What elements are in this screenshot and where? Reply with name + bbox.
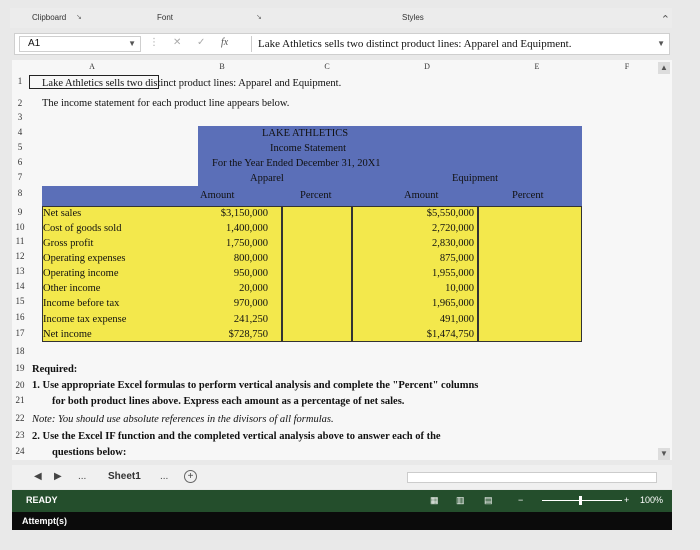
column-header-b[interactable]: B xyxy=(219,62,225,71)
intro-line-2[interactable]: The income statement for each product line appears below. xyxy=(42,98,290,109)
collapse-ribbon-icon[interactable]: ⌃ xyxy=(660,14,670,26)
row-number[interactable]: 8 xyxy=(17,188,23,198)
page-layout-icon[interactable]: ▥ xyxy=(456,495,465,505)
line-label[interactable]: Other income xyxy=(43,283,101,294)
row-number[interactable]: 11 xyxy=(15,236,25,246)
row-number[interactable]: 4 xyxy=(17,127,23,137)
line-label[interactable]: Net sales xyxy=(43,208,82,219)
status-bar xyxy=(12,490,672,512)
equipment-percent-heading[interactable]: Percent xyxy=(512,190,544,201)
equipment-amount[interactable]: 1,955,000 xyxy=(432,268,474,279)
requirement-2-line-2[interactable]: questions below: xyxy=(52,447,127,458)
chevron-down-icon[interactable]: ▼ xyxy=(128,39,136,48)
apparel-amount[interactable]: 800,000 xyxy=(233,253,268,264)
row-number[interactable]: 7 xyxy=(17,172,23,182)
worksheet-grid[interactable] xyxy=(12,60,672,460)
row-number[interactable]: 22 xyxy=(15,413,25,423)
apparel-amount[interactable]: $3,150,000 xyxy=(220,208,268,219)
scroll-down-icon[interactable]: ▼ xyxy=(658,448,670,460)
horizontal-scrollbar[interactable] xyxy=(407,472,657,483)
row-number[interactable]: 10 xyxy=(15,222,25,232)
cancel-icon[interactable]: ✕ xyxy=(173,37,182,48)
row-number[interactable]: 23 xyxy=(15,430,25,440)
row-number[interactable]: 6 xyxy=(17,157,23,167)
expand-formula-icon[interactable]: ▼ xyxy=(657,39,665,48)
function-icon[interactable]: fx xyxy=(221,37,229,48)
zoom-in-icon[interactable]: + xyxy=(624,495,630,505)
row-number[interactable]: 20 xyxy=(15,380,25,390)
column-header-f[interactable]: F xyxy=(624,62,630,71)
more-icon[interactable]: ⋮ xyxy=(149,37,159,48)
row-number[interactable]: 24 xyxy=(15,446,25,456)
normal-view-icon[interactable]: ▦ xyxy=(430,495,439,505)
column-header-e[interactable]: E xyxy=(534,62,540,71)
equipment-amount[interactable]: $1,474,750 xyxy=(426,329,474,340)
name-box[interactable] xyxy=(19,36,141,52)
dialog-launcher-icon[interactable]: ↘ xyxy=(256,14,262,21)
row-number[interactable]: 1 xyxy=(17,76,23,86)
apparel-percent-region xyxy=(282,206,352,342)
equipment-amount[interactable]: 10,000 xyxy=(445,283,474,294)
equipment-percent-region xyxy=(478,206,582,342)
equipment-amount[interactable]: $5,550,000 xyxy=(426,208,474,219)
apparel-percent-heading[interactable]: Percent xyxy=(300,190,332,201)
row-number[interactable]: 16 xyxy=(15,312,25,322)
sheet-tab-bar xyxy=(12,465,672,489)
zoom-slider-track[interactable] xyxy=(542,500,622,501)
page-break-icon[interactable]: ▤ xyxy=(484,495,493,505)
formula-bar xyxy=(14,33,670,55)
apparel-amount[interactable]: 1,400,000 xyxy=(226,223,268,234)
equipment-amount[interactable]: 1,965,000 xyxy=(432,298,474,309)
row-number[interactable]: 13 xyxy=(15,266,25,276)
line-label[interactable]: Gross profit xyxy=(43,238,94,249)
apparel-amount[interactable]: 241,250 xyxy=(233,314,268,325)
equipment-amount-heading[interactable]: Amount xyxy=(404,190,439,201)
zoom-slider-thumb[interactable] xyxy=(579,496,582,505)
previous-sheet-icon[interactable]: ◀ xyxy=(34,471,42,482)
required-heading[interactable]: Required: xyxy=(32,364,78,375)
line-label[interactable]: Income before tax xyxy=(43,298,120,309)
line-label[interactable]: Operating expenses xyxy=(43,253,126,264)
row-number[interactable]: 5 xyxy=(17,142,23,152)
next-sheet-icon[interactable]: ▶ xyxy=(54,471,62,482)
zoom-out-icon[interactable]: − xyxy=(518,495,524,505)
tab-sheet1[interactable]: Sheet1 xyxy=(108,471,141,482)
sheet-overflow-left[interactable]: ... xyxy=(78,471,87,482)
row-number[interactable]: 21 xyxy=(15,395,25,405)
equipment-amount[interactable]: 2,830,000 xyxy=(432,238,474,249)
scroll-up-icon[interactable]: ▲ xyxy=(658,62,670,74)
apparel-heading[interactable]: Apparel xyxy=(250,173,284,184)
equipment-heading[interactable]: Equipment xyxy=(452,173,499,184)
apparel-amount[interactable]: 970,000 xyxy=(233,298,268,309)
row-number[interactable]: 3 xyxy=(17,112,23,122)
row-number[interactable]: 15 xyxy=(15,296,25,306)
apparel-amount[interactable]: 1,750,000 xyxy=(226,238,268,249)
ribbon-font-group[interactable]: Font xyxy=(157,13,174,22)
column-header-c[interactable]: C xyxy=(324,62,330,71)
apparel-amount[interactable]: $728,750 xyxy=(228,329,268,340)
name-box-value: A1 xyxy=(28,38,41,49)
company-name[interactable]: LAKE ATHLETICS xyxy=(262,128,349,139)
row-number[interactable]: 18 xyxy=(15,346,25,356)
ribbon-clipboard-group[interactable]: Clipboard xyxy=(32,13,67,22)
requirement-1-line-1[interactable]: 1. Use appropriate Excel formulas to perform vertical analysis and complete the "Percent" columns xyxy=(32,380,479,391)
column-header-d[interactable]: D xyxy=(424,62,430,71)
zoom-level[interactable]: 100% xyxy=(640,495,664,505)
statement-title[interactable]: Income Statement xyxy=(270,143,347,154)
equipment-amount[interactable]: 491,000 xyxy=(439,314,474,325)
line-label[interactable]: Net income xyxy=(43,329,92,340)
line-label[interactable]: Income tax expense xyxy=(43,314,127,325)
attempts-label: Attempt(s) xyxy=(12,512,672,530)
add-sheet-icon[interactable]: + xyxy=(184,470,197,483)
requirement-1-line-2[interactable]: for both product lines above. Express each amount as a percentage of net sales. xyxy=(52,396,405,407)
requirement-2-line-1[interactable]: 2. Use the Excel IF function and the completed vertical analysis above to answer each of the xyxy=(32,431,441,442)
row-number[interactable]: 2 xyxy=(17,98,23,108)
apparel-amount[interactable]: 20,000 xyxy=(239,283,268,294)
row-number[interactable]: 17 xyxy=(15,328,25,338)
equipment-amount[interactable]: 2,720,000 xyxy=(432,223,474,234)
dialog-launcher-icon[interactable]: ↘ xyxy=(76,14,82,21)
row-number[interactable]: 19 xyxy=(15,363,25,373)
line-label[interactable]: Cost of goods sold xyxy=(43,223,122,234)
equipment-amount[interactable]: 875,000 xyxy=(439,253,474,264)
enter-icon[interactable]: ✓ xyxy=(197,37,206,48)
line-label[interactable]: Operating income xyxy=(43,268,119,279)
statement-period[interactable]: For the Year Ended December 31, 20X1 xyxy=(212,158,381,169)
apparel-amount[interactable]: 950,000 xyxy=(233,268,268,279)
sheet-overflow-right[interactable]: ... xyxy=(160,471,169,482)
status-ready: READY xyxy=(26,495,58,505)
row-number[interactable]: 9 xyxy=(17,207,23,217)
formula-input[interactable]: Lake Athletics sells two distinct product lines: Apparel and Equipment. xyxy=(251,36,571,52)
row-number[interactable]: 12 xyxy=(15,251,25,261)
ribbon-styles-group[interactable]: Styles xyxy=(402,13,424,22)
column-header-a[interactable]: A xyxy=(89,62,95,71)
requirement-note[interactable]: Note: You should use absolute references in the divisors of all formulas. xyxy=(32,414,334,425)
row-number[interactable]: 14 xyxy=(15,281,25,291)
intro-line-1[interactable]: Lake Athletics sells two distinct product lines: Apparel and Equipment. xyxy=(42,78,342,89)
ribbon xyxy=(10,8,672,28)
apparel-amount-heading[interactable]: Amount xyxy=(200,190,235,201)
